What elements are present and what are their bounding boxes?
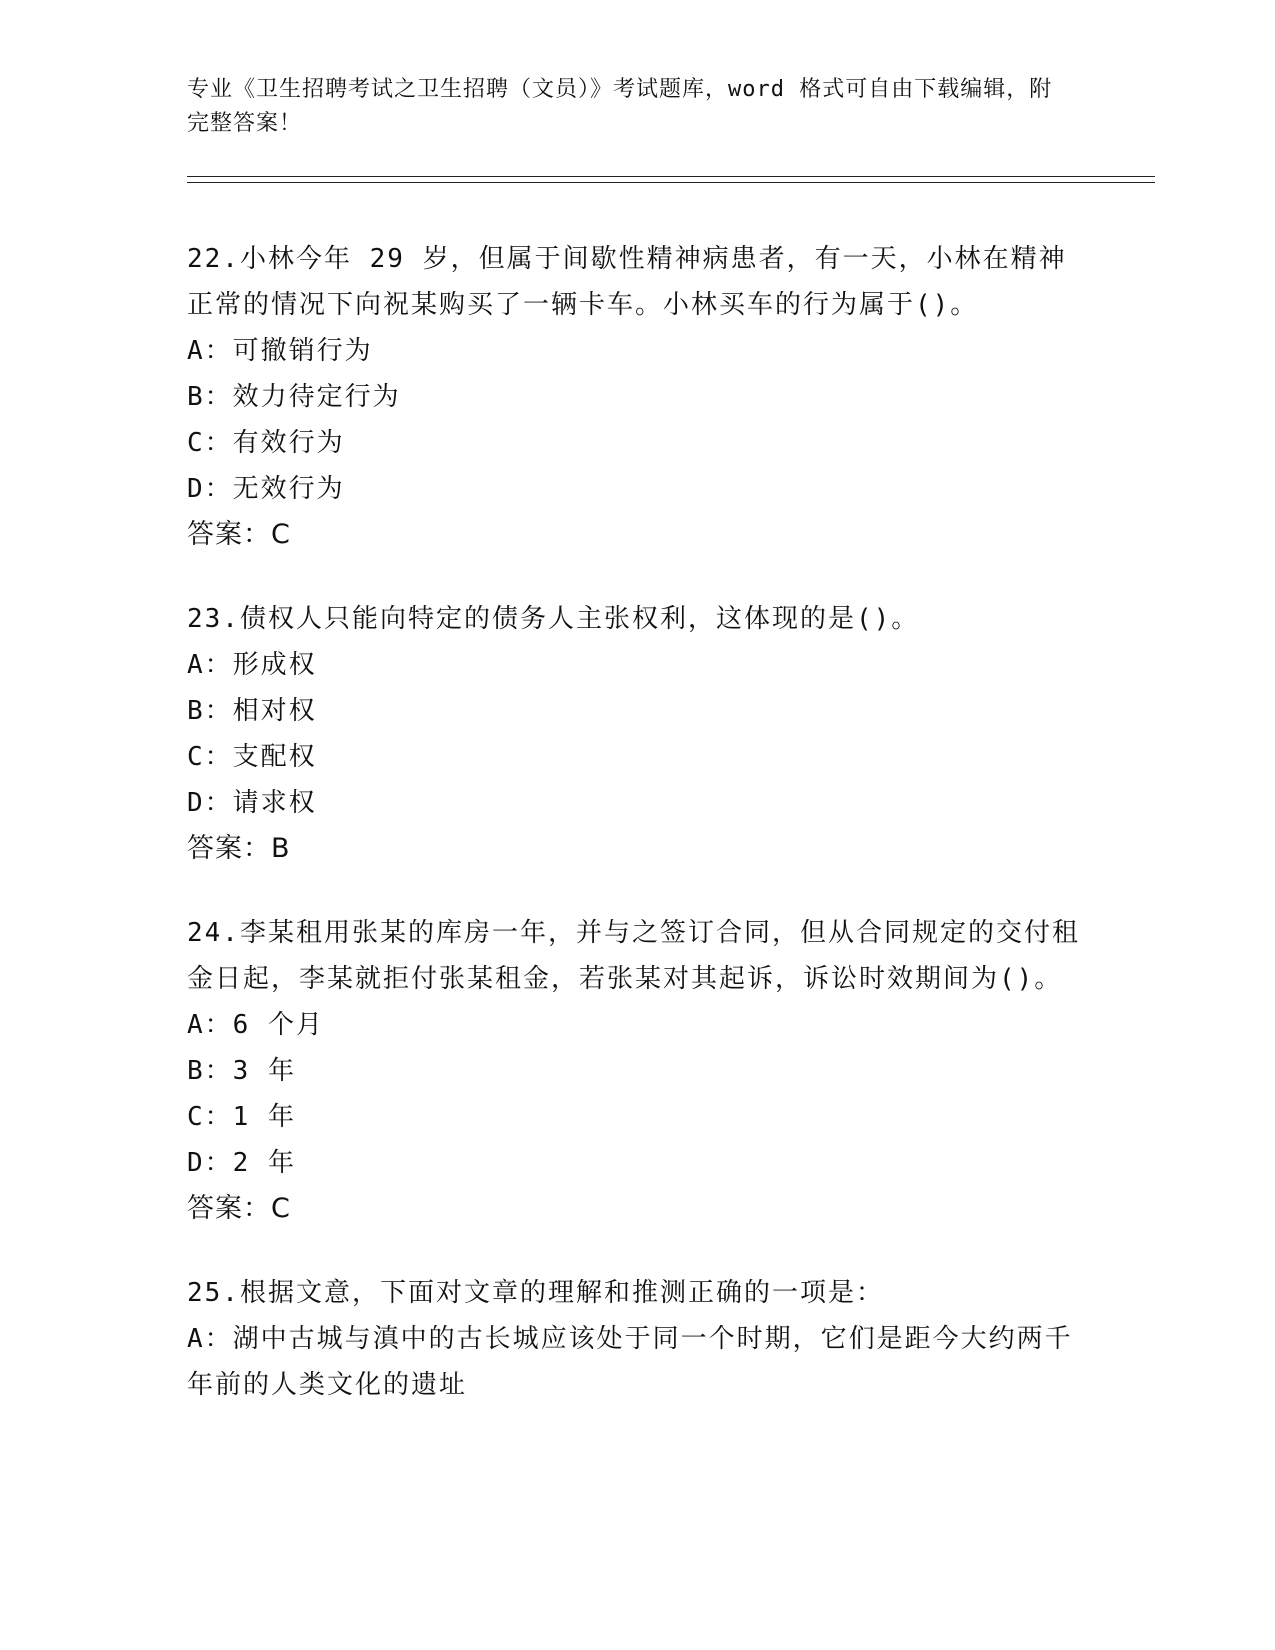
header-divider-bottom xyxy=(187,182,1155,183)
option-a: A：可撤销行为 xyxy=(187,336,373,366)
question-24 xyxy=(187,910,1087,1232)
question-23 xyxy=(187,596,1087,872)
header-divider-top xyxy=(187,176,1155,177)
question-22 xyxy=(187,236,1087,558)
question-list xyxy=(187,236,1087,1446)
option-b: B：效力待定行为 xyxy=(187,382,401,412)
option-a: A：形成权 xyxy=(187,650,317,680)
option-a: A：湖中古城与滇中的古长城应该处于同一个时期，它们是距今大约两千年前的人类文化的遗址 xyxy=(187,1324,1073,1400)
option-c: C：有效行为 xyxy=(187,428,345,458)
answer-line: 答案：B xyxy=(187,833,291,864)
question-stem: 23.债权人只能向特定的债务人主张权利，这体现的是()。 xyxy=(187,604,920,634)
option-c: C：1 年 xyxy=(187,1102,296,1132)
answer-line: 答案：C xyxy=(187,1193,291,1224)
option-c: C：支配权 xyxy=(187,742,317,772)
question-stem: 25.根据文意，下面对文章的理解和推测正确的一项是： xyxy=(187,1278,884,1308)
question-stem: 24.李某租用张某的库房一年，并与之签订合同，但从合同规定的交付租金日起，李某就拒付张某租金，若张某对其起诉，诉讼时效期间为()。 xyxy=(187,918,1080,994)
question-stem: 22.小林今年 29 岁，但属于间歇性精神病患者，有一天，小林在精神正常的情况下向祝某购买了一辆卡车。小林买车的行为属于()。 xyxy=(187,244,1067,320)
answer-line: 答案：C xyxy=(187,519,291,550)
option-a: A：6 个月 xyxy=(187,1010,324,1040)
option-d: D：2 年 xyxy=(187,1148,296,1178)
document-header-intro: 专业《卫生招聘考试之卫生招聘（文员）》考试题库，word 格式可自由下载编辑，附完整答案！ xyxy=(187,77,1053,136)
option-b: B：3 年 xyxy=(187,1056,296,1086)
option-d: D：请求权 xyxy=(187,788,317,818)
question-25 xyxy=(187,1270,1087,1408)
option-b: B：相对权 xyxy=(187,696,317,726)
option-d: D：无效行为 xyxy=(187,474,345,504)
